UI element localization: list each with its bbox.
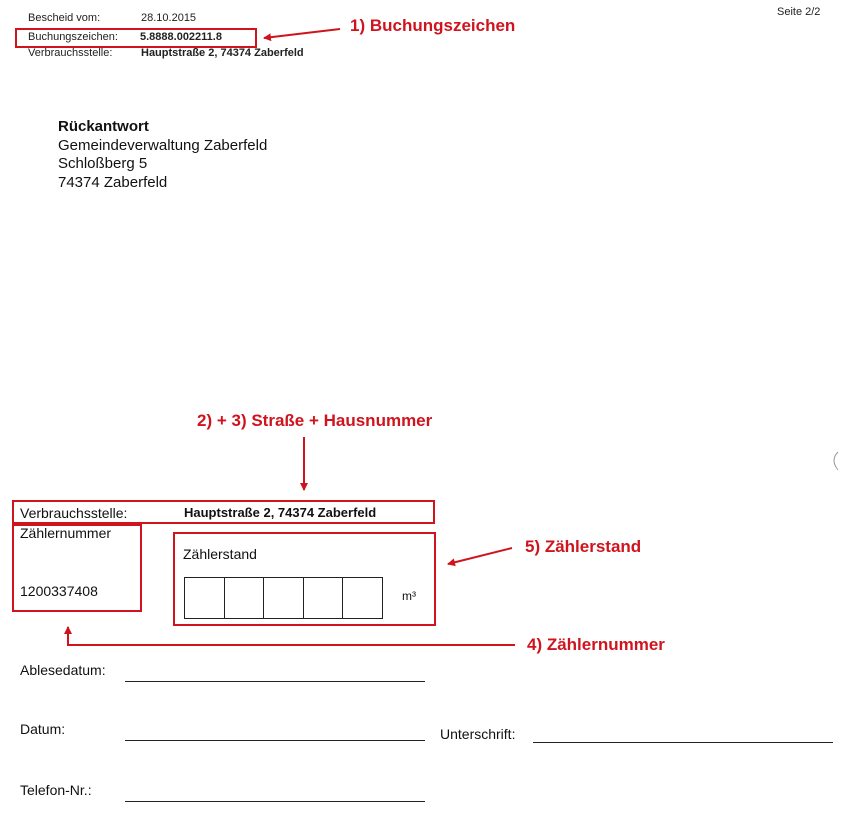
annotation-strasse-hausnummer: 2) + 3) Straße + Hausnummer	[197, 411, 433, 430]
address-line-1: Gemeindeverwaltung Zaberfeld	[58, 137, 268, 154]
zaehlernummer-label: Zählernummer	[20, 525, 112, 541]
zaehlerstand-label: Zählerstand	[183, 546, 257, 562]
verbrauchsstelle-label: Verbrauchsstelle:	[20, 505, 128, 521]
arrow-to-zaehlernummer	[68, 627, 515, 645]
zaehlernummer-value: 1200337408	[20, 583, 98, 599]
buchungszeichen-value: 5.8888.002211.8	[140, 31, 222, 43]
datum-label: Datum:	[20, 721, 66, 737]
address-line-2: Schloßberg 5	[58, 155, 148, 172]
telefon-label: Telefon-Nr.:	[20, 782, 92, 798]
annotation-zaehlerstand: 5) Zählerstand	[525, 537, 642, 556]
rueckantwort-title: Rückantwort	[58, 118, 149, 135]
arrow-to-buchungszeichen	[264, 29, 340, 38]
buchungszeichen-label: Buchungszeichen:	[28, 31, 118, 43]
scan-edge-mark	[834, 452, 838, 470]
verbrauchsstelle-value: Hauptstraße 2, 74374 Zaberfeld	[184, 505, 377, 520]
page-number: Seite 2/2	[777, 6, 821, 18]
annotation-buchungszeichen: 1) Buchungszeichen	[350, 16, 516, 35]
verbrauchsstelle-value-header: Hauptstraße 2, 74374 Zaberfeld	[141, 47, 304, 59]
unterschrift-label: Unterschrift:	[440, 726, 516, 742]
verbrauchsstelle-label-header: Verbrauchsstelle:	[28, 47, 113, 59]
annotation-zaehlernummer: 4) Zählernummer	[527, 635, 665, 654]
address-line-3: 74374 Zaberfeld	[58, 174, 168, 191]
unit-cubic-meter: m³	[402, 589, 416, 603]
bescheid-label: Bescheid vom:	[28, 12, 101, 24]
ablesedatum-label: Ablesedatum:	[20, 662, 106, 678]
arrow-to-zaehlerstand	[448, 548, 512, 564]
bescheid-date: 28.10.2015	[141, 12, 197, 24]
